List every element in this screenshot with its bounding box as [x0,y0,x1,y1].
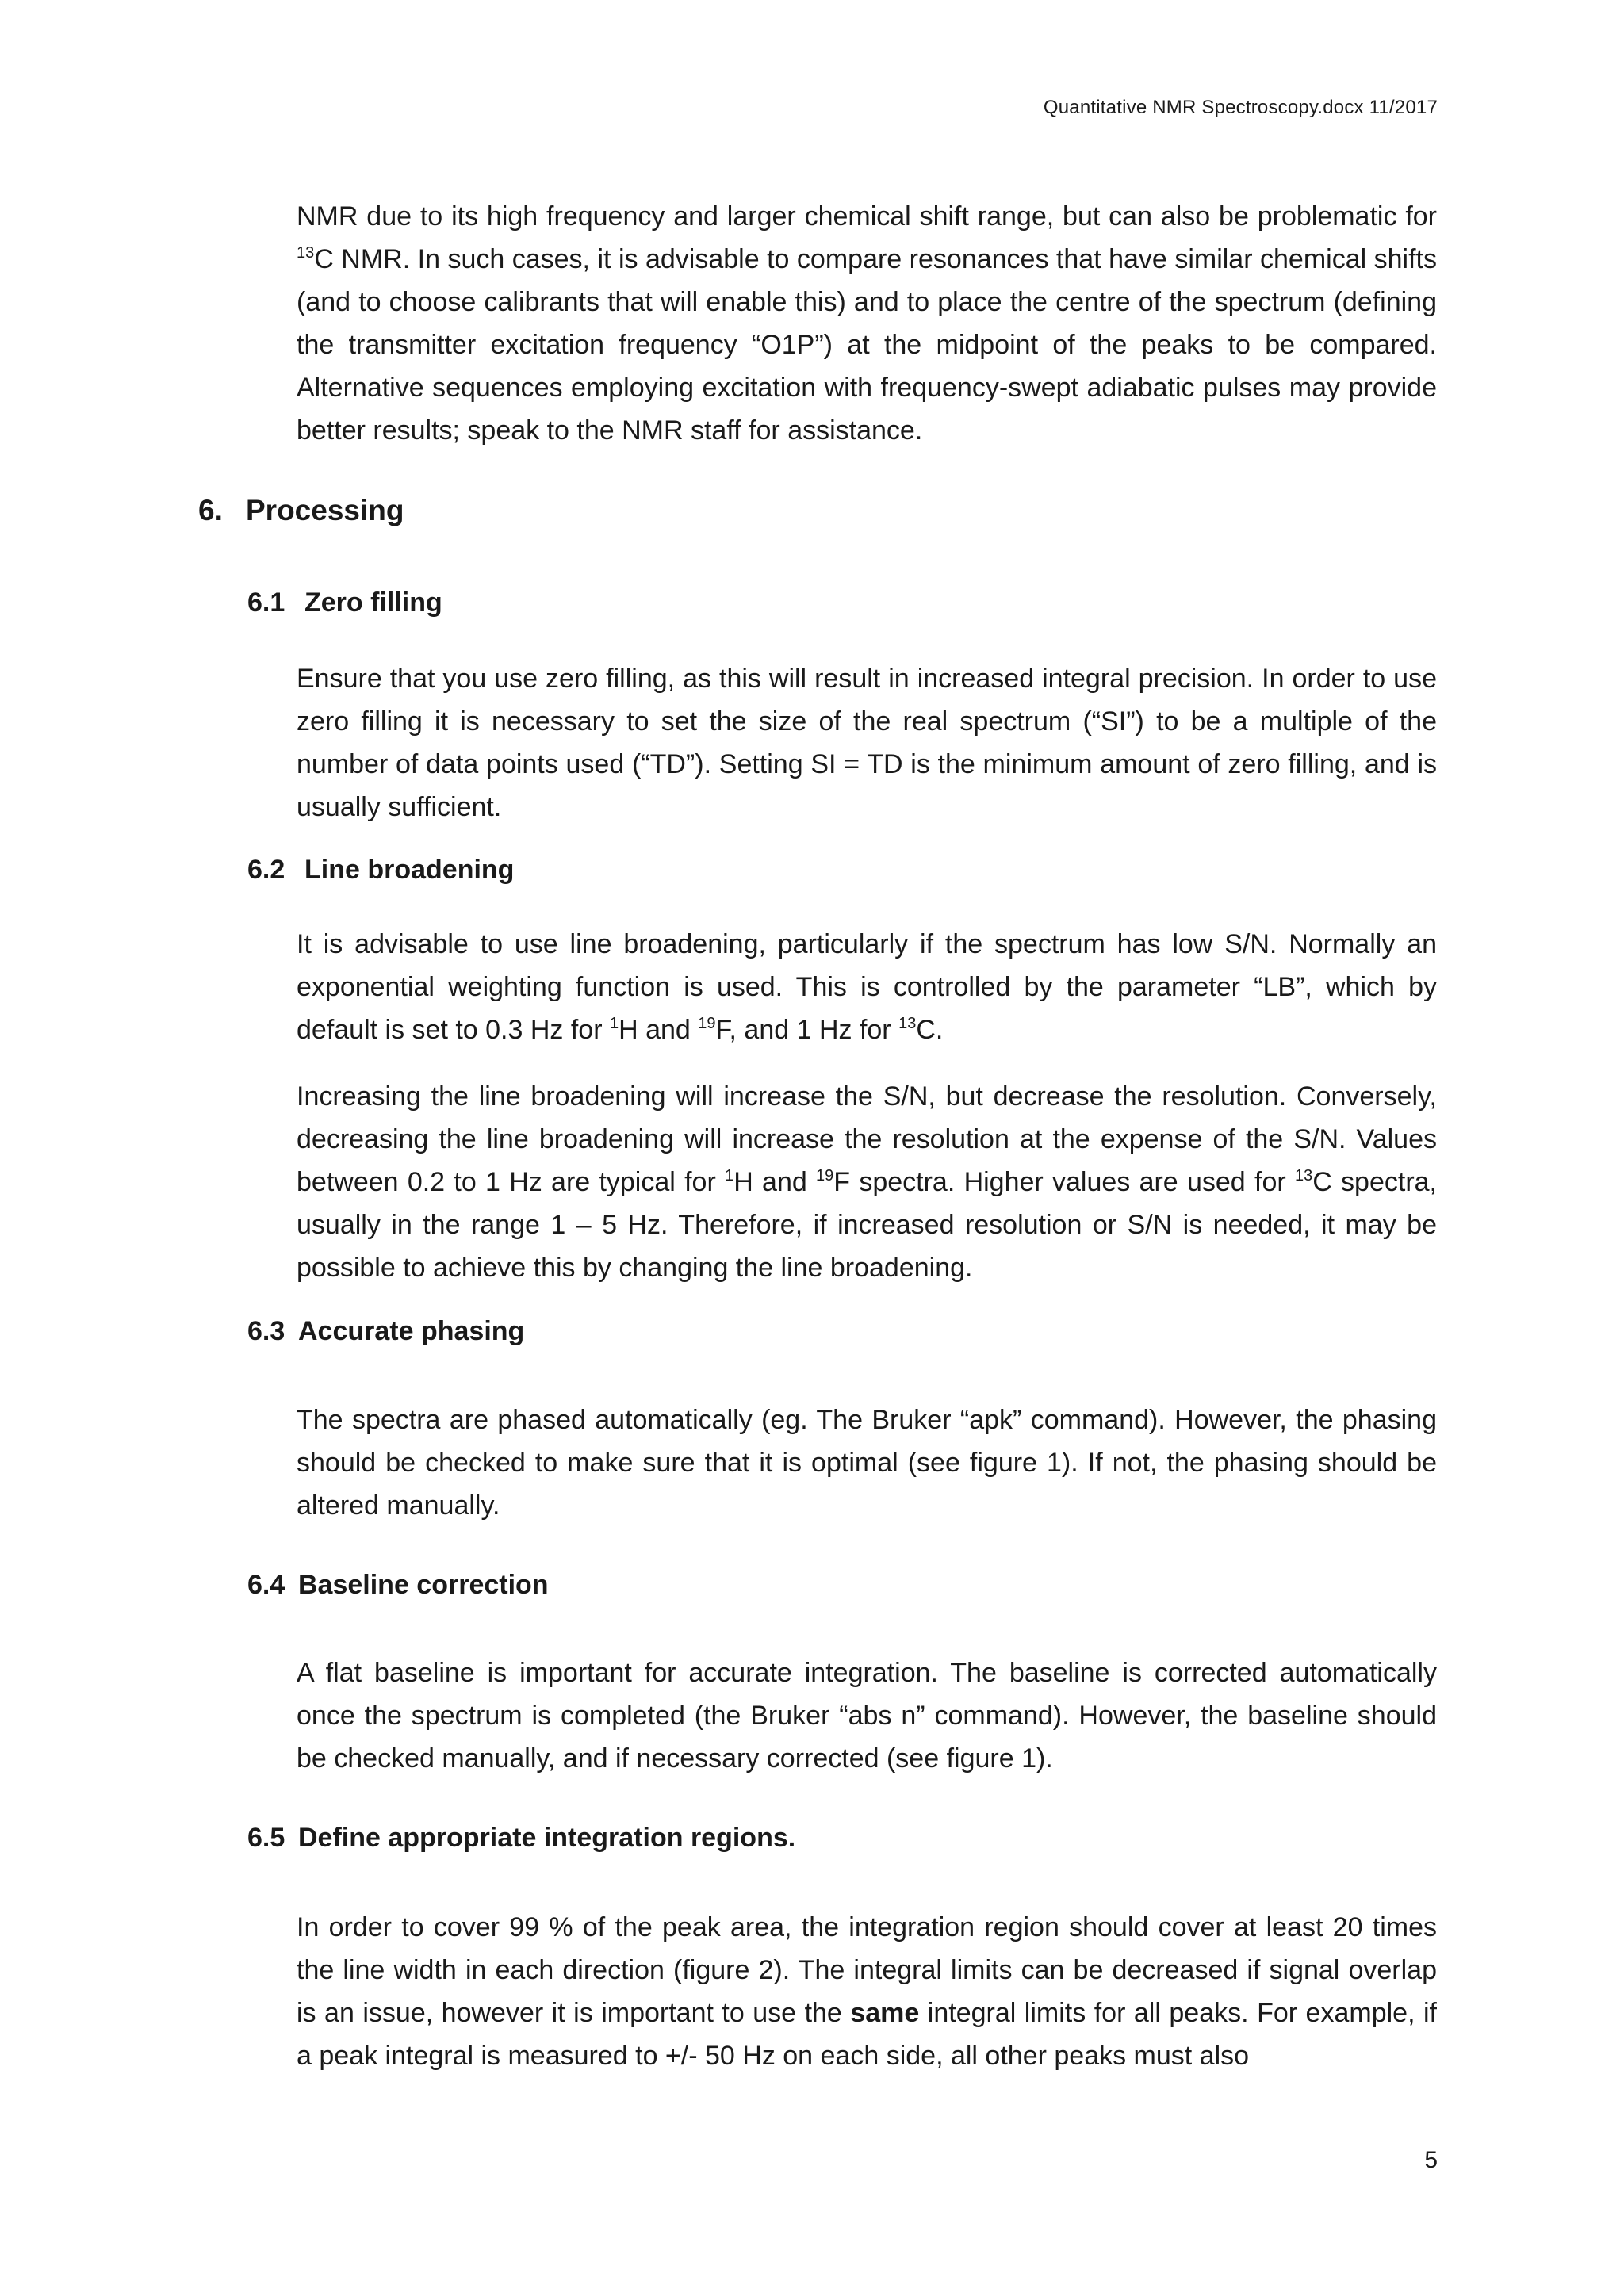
subheading-title: Line broadening [304,855,515,885]
page-number: 5 [1424,2147,1438,2173]
integration-regions-paragraph [297,1906,1437,2077]
subheading-accurate-phasing [247,1316,524,1347]
subheading-baseline-correction [247,1570,549,1601]
text-part: integral limits for all peaks. For example, if a peak integral is measured to +/- 50 Hz on each side, all other peaks must also [297,1998,1438,2071]
line-broadening-paragraph-2 [297,1075,1437,1289]
superscript: 19 [816,1167,834,1184]
text-part: Increasing the line broadening will increase the S/N, but decrease the resolution. Conversely, decreasing the line broadening will increase the resolution at the expense of the S/N. Values between 0.2 to 1 Hz are typical for [297,1081,1437,1197]
superscript: 13 [1294,1167,1313,1184]
subheading-zero-filling [247,587,442,618]
subheading-number: 6.3 [247,1316,285,1346]
text-part: C. [916,1015,944,1045]
subheading-title: Zero filling [304,587,442,618]
section-number: 6. [198,494,223,526]
subheading-title: Accurate phasing [298,1316,525,1346]
subheading-integration-regions [247,1823,795,1854]
baseline-correction-paragraph: A flat baseline is important for accurate integration. The baseline is corrected automatically once the spectrum is completed (the Bruker “abs n” command). However, the baseline should be checked manually, and if necessary corrected (see figure 1). [297,1658,1437,1774]
superscript: 13 [297,244,315,262]
line-broadening-paragraph-1 [297,923,1437,1051]
subheading-title: Baseline correction [298,1570,549,1600]
superscript: 19 [698,1015,716,1032]
accurate-phasing-paragraph: The spectra are phased automatically (eg. The Bruker “apk” command). However, the phasing should be checked to make sure that it is optimal (see figure 1). If not, the phasing should be altered manually. [297,1405,1437,1521]
subheading-number: 6.1 [247,587,285,618]
section-title: Processing [246,494,404,526]
text-part: H and [619,1015,699,1045]
superscript: 1 [609,1015,619,1032]
zero-filling-paragraph: Ensure that you use zero filling, as this will result in increased integral precision. In order to use zero filling it is necessary to set the size of the real spectrum (“SI”) to be a multiple of the number of data points used (“TD”). Setting SI = TD is the minimum amount of zero filling, and is usually sufficient. [297,664,1437,822]
text-part: F spectra. Higher values are used for [833,1167,1295,1197]
text-part: H and [733,1167,817,1197]
subheading-number: 6.4 [247,1570,285,1600]
text-part: C spectra, usually in the range 1 – 5 Hz. Therefore, if increased resolution or S/N is needed, it may be possible to achieve this by changing the line broadening. [297,1167,1437,1283]
intro-text-part: C NMR. In such cases, it is advisable to compare resonances that have similar chemical shifts (and to choose calibrants that will enable this) and to place the centre of the spectrum (defining the transmitter excitation frequency “O1P”) at the midpoint of the peaks to be compared. Alternative sequences employing excitation with frequency-swept adiabatic pulses may provide better results; speak to the NMR staff for assistance. [297,244,1437,446]
subheading-line-broadening [247,855,514,886]
intro-text-part: NMR due to its high frequency and larger chemical shift range, but can also be problematic for [297,201,1437,232]
text-part: In order to cover 99 % of the peak area, the integration region should cover at least 20 times the line width in each direction (figure 2). The integral limits can be decreased if signal overlap is an issue, however it is important to use the [297,1912,1437,2028]
section-heading-processing [198,494,404,527]
document-header: Quantitative NMR Spectroscopy.docx 11/2017 [1043,97,1438,118]
superscript: 1 [725,1167,734,1184]
emphasis-same: same [850,1998,920,2028]
text-part: It is advisable to use line broadening, particularly if the spectrum has low S/N. Normally an exponential weighting function is used. This is controlled by the parameter “LB”, which by default is set to 0.3 Hz for [297,929,1437,1045]
subheading-title: Define appropriate integration regions. [298,1823,796,1853]
text-part: F, and 1 Hz for [715,1015,899,1045]
intro-paragraph [297,195,1437,452]
subheading-number: 6.2 [247,855,285,885]
superscript: 13 [898,1015,917,1032]
subheading-number: 6.5 [247,1823,285,1853]
